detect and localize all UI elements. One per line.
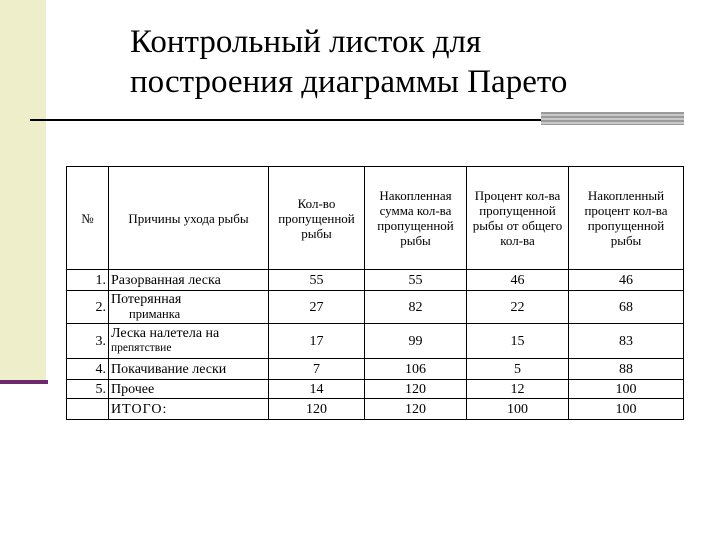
left-decor-band — [0, 0, 46, 383]
row-pct: 12 — [467, 380, 569, 399]
row-cause-continuation: препятствие — [111, 342, 172, 354]
row-cause: Разорванная леска — [109, 270, 269, 291]
header-cause: Причины ухода рыбы — [109, 167, 269, 270]
total-cum-pct: 100 — [569, 399, 684, 420]
total-no — [67, 399, 109, 420]
row-cause: Потерянная приманка — [109, 291, 269, 324]
row-count: 17 — [269, 324, 365, 359]
header-count: Кол-во пропущенной рыбы — [269, 167, 365, 270]
row-no: 1. — [67, 270, 109, 291]
row-cum-sum: 106 — [365, 359, 467, 380]
table-row — [67, 324, 684, 359]
row-cum-pct: 46 — [569, 270, 684, 291]
total-cum-sum: 120 — [365, 399, 467, 420]
pareto-check-sheet-table — [66, 166, 684, 420]
table-header-row — [67, 167, 684, 270]
row-no: 2. — [67, 291, 109, 324]
row-cause: Покачивание лески — [109, 359, 269, 380]
row-no: 5. — [67, 380, 109, 399]
page-title — [130, 22, 650, 102]
table-row — [67, 270, 684, 291]
row-no: 3. — [67, 324, 109, 359]
left-decor-line — [0, 380, 48, 384]
row-cum-sum: 120 — [365, 380, 467, 399]
row-no: 4. — [67, 359, 109, 380]
row-pct: 22 — [467, 291, 569, 324]
row-cum-sum: 99 — [365, 324, 467, 359]
row-cum-sum: 82 — [365, 291, 467, 324]
table-total-row — [67, 399, 684, 420]
row-count: 7 — [269, 359, 365, 380]
row-pct: 5 — [467, 359, 569, 380]
header-pct: Процент кол-ва пропущенной рыбы от общего кол-ва — [467, 167, 569, 270]
header-no: № — [67, 167, 109, 270]
title-line-1: Контрольный листок для — [130, 24, 482, 60]
title-line-2: построения диаграммы Парето — [130, 64, 568, 100]
table-row — [67, 380, 684, 399]
total-label: ИТОГО: — [109, 399, 269, 420]
row-cause: Леска налетела на препятствие — [109, 324, 269, 359]
header-cum-pct: Накопленный процент кол-ва пропущенной рыбы — [569, 167, 684, 270]
row-cum-pct: 68 — [569, 291, 684, 324]
row-pct: 46 — [467, 270, 569, 291]
row-pct: 15 — [467, 324, 569, 359]
title-rule-accent — [541, 112, 684, 125]
row-cum-pct: 83 — [569, 324, 684, 359]
row-cum-pct: 88 — [569, 359, 684, 380]
row-cause: Прочее — [109, 380, 269, 399]
row-count: 14 — [269, 380, 365, 399]
total-pct: 100 — [467, 399, 569, 420]
header-cum-sum: Накопленная сумма кол-ва пропущенной рыбы — [365, 167, 467, 270]
total-count: 120 — [269, 399, 365, 420]
row-cum-sum: 55 — [365, 270, 467, 291]
table-row — [67, 359, 684, 380]
row-count: 27 — [269, 291, 365, 324]
row-cause-continuation: приманка — [129, 307, 181, 321]
table-row — [67, 291, 684, 324]
title-rule — [30, 119, 550, 121]
row-cum-pct: 100 — [569, 380, 684, 399]
row-count: 55 — [269, 270, 365, 291]
